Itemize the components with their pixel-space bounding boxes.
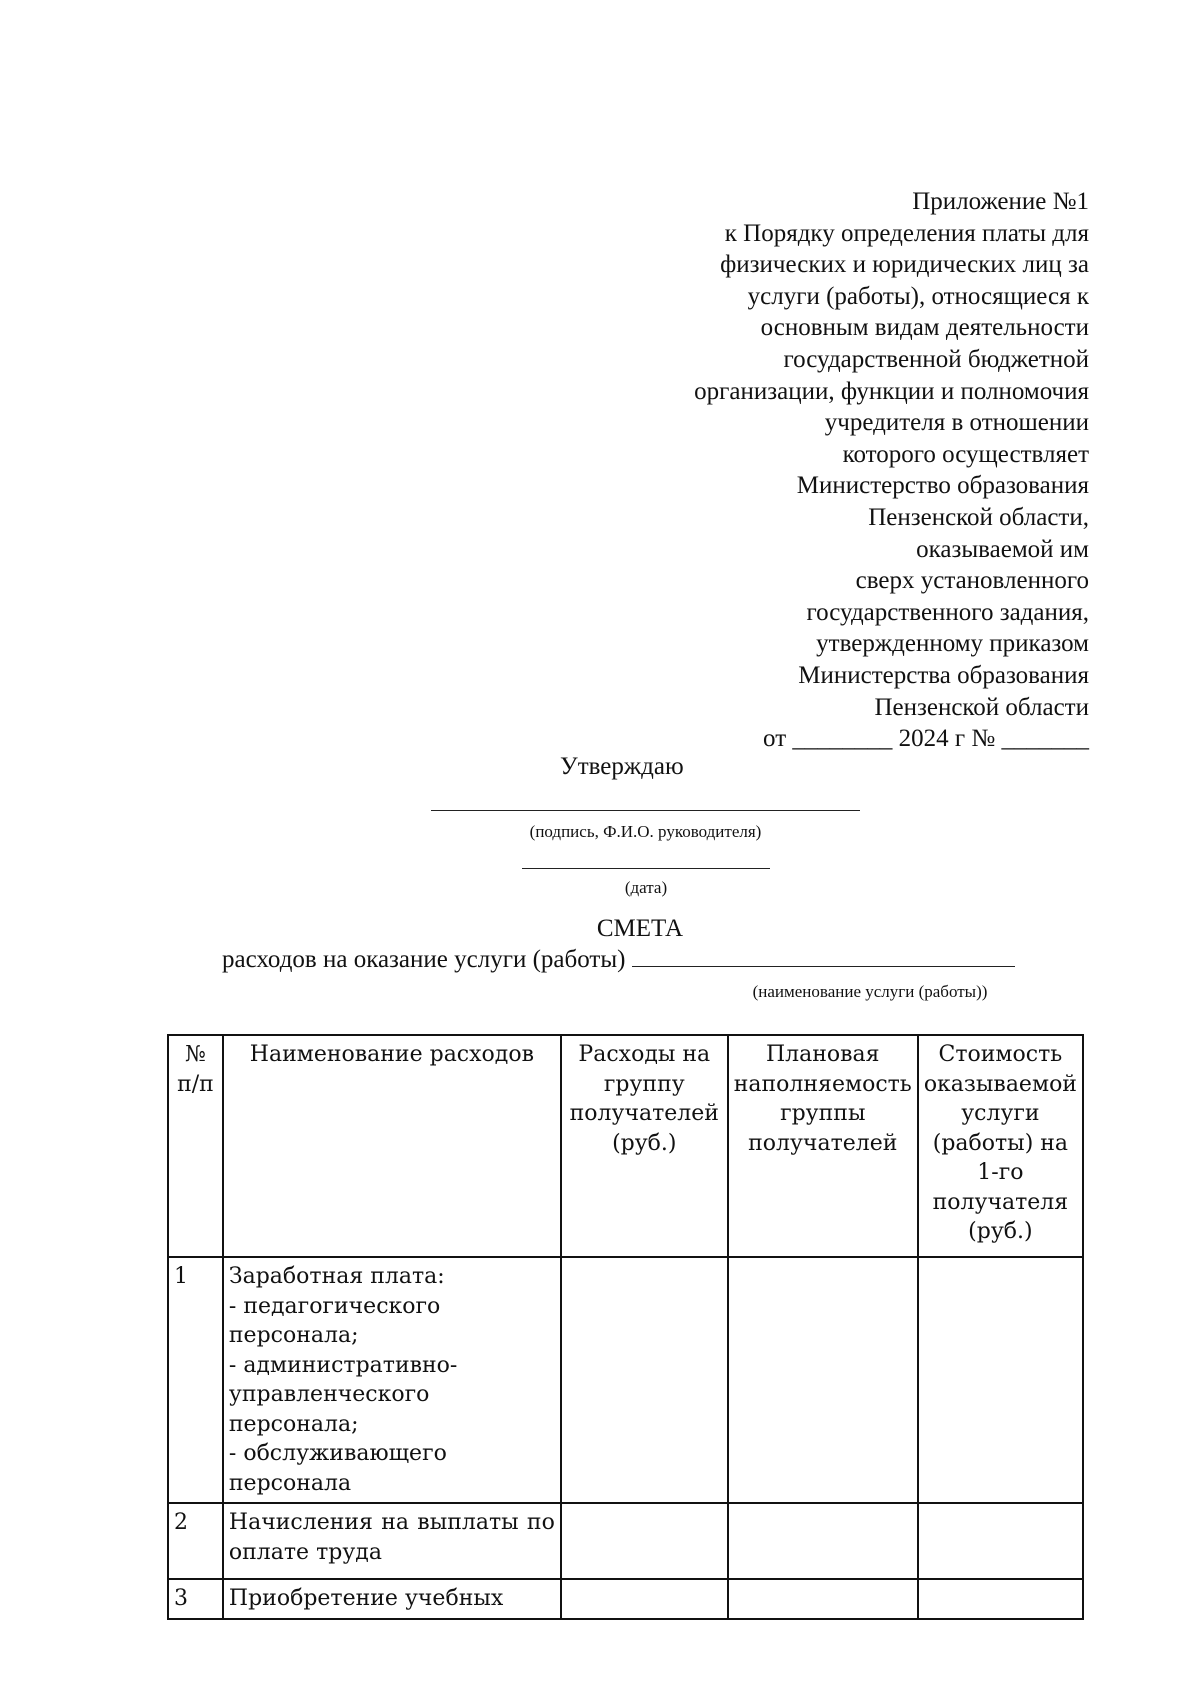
- appendix-line: физических и юридических лиц за: [720, 251, 1089, 279]
- header-cost-per-recipient: Стоимость оказываемой услуги (работы) на 1-го получателя (руб.): [918, 1035, 1083, 1257]
- table-row: [168, 1503, 1083, 1579]
- header-number: № п/п: [168, 1035, 223, 1257]
- table-row: [168, 1579, 1083, 1619]
- cell-group-expenses: [561, 1503, 728, 1579]
- row-number: 3: [168, 1579, 223, 1619]
- appendix-line: которого осуществляет: [842, 440, 1089, 468]
- cell-group-occupancy: [728, 1257, 918, 1503]
- table-row: [168, 1257, 1083, 1503]
- cell-group-occupancy: [728, 1503, 918, 1579]
- approval-title: Утверждаю: [560, 753, 684, 780]
- cell-group-expenses: [561, 1579, 728, 1619]
- appendix-line: учредителя в отношении: [824, 409, 1089, 437]
- appendix-line: от ________ 2024 г № _______: [763, 725, 1089, 753]
- cell-group-expenses: [561, 1257, 728, 1503]
- appendix-line: услуги (работы), относящиеся к: [747, 282, 1089, 310]
- cell-cost-per-recipient: [918, 1579, 1083, 1619]
- header-group-occupancy: Плановая наполняемость группы получателей: [728, 1035, 918, 1257]
- appendix-line: утвержденному приказом: [816, 630, 1089, 658]
- appendix-line: оказываемой им: [916, 535, 1089, 563]
- expense-line: Приобретение учебных: [228, 1586, 504, 1611]
- row-expense-name: [223, 1503, 561, 1579]
- expense-line: - педагогического персонала;: [228, 1293, 441, 1348]
- cell-cost-per-recipient: [918, 1503, 1083, 1579]
- table-header-row: [168, 1035, 1083, 1257]
- appendix-line: государственной бюджетной: [783, 345, 1089, 373]
- appendix-line: Пензенской области,: [868, 503, 1089, 531]
- service-name-blank: [632, 944, 1015, 967]
- expense-line: Заработная плата:: [228, 1264, 445, 1289]
- date-line: [522, 868, 770, 869]
- signature-line: [431, 810, 860, 811]
- service-caption: (наименование услуги (работы)): [752, 982, 988, 1001]
- expense-line: Начисления на выплаты по: [228, 1510, 555, 1535]
- header-expense-name: Наименование расходов: [223, 1035, 561, 1257]
- appendix-block: [489, 186, 1089, 755]
- expense-line: - административно-: [228, 1352, 458, 1378]
- estimate-subtitle-row: [222, 944, 1015, 975]
- row-expense-name: [223, 1579, 561, 1619]
- date-caption: (дата): [624, 878, 668, 897]
- header-group-expenses: Расходы на группу получателей (руб.): [561, 1035, 728, 1257]
- appendix-line: государственного задания,: [806, 598, 1089, 626]
- appendix-line: Приложение №1: [912, 188, 1089, 215]
- cell-cost-per-recipient: [918, 1257, 1083, 1503]
- appendix-line: организации, функции и полномочия: [694, 377, 1089, 405]
- appendix-line: Министерства образования: [798, 661, 1089, 689]
- row-number: 1: [168, 1257, 223, 1503]
- expense-line: - обслуживающего персонала: [228, 1441, 447, 1496]
- signature-caption: (подпись, Ф.И.О. руководителя): [529, 822, 762, 841]
- appendix-line: к Порядку определения платы для: [724, 219, 1089, 247]
- appendix-line: основным видам деятельности: [760, 314, 1089, 342]
- estimate-table: [167, 1034, 1084, 1620]
- expense-line: оплате труда: [228, 1539, 382, 1565]
- row-expense-name: [223, 1257, 561, 1503]
- appendix-line: Министерство образования: [796, 472, 1089, 500]
- appendix-line: сверх установленного: [855, 567, 1089, 595]
- row-number: 2: [168, 1503, 223, 1579]
- appendix-line: Пензенской области: [874, 693, 1089, 721]
- estimate-title: СМЕТА: [596, 915, 684, 942]
- expense-line: управленческого персонала;: [228, 1382, 430, 1437]
- cell-group-occupancy: [728, 1579, 918, 1619]
- estimate-subtitle: расходов на оказание услуги (работы): [222, 946, 626, 973]
